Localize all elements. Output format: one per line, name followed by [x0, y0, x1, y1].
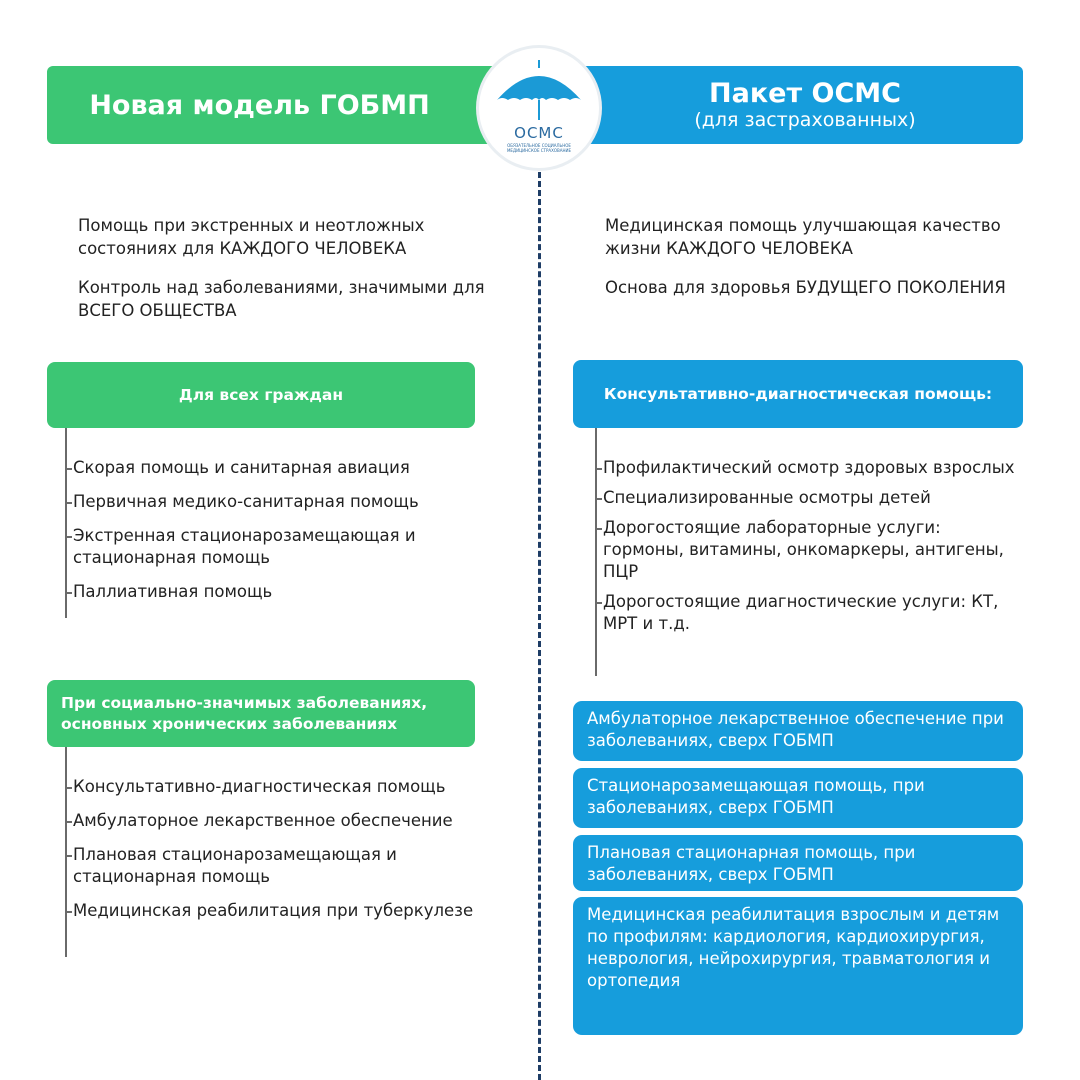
- right-section-title: Консультативно-диагностическая помощь:: [603, 385, 993, 403]
- list-item: Скорая помощь и санитарная авиация: [67, 457, 515, 479]
- header-left-title: Новая модель ГОБМП: [89, 89, 430, 121]
- header-right-subtitle: (для застрахованных): [694, 109, 916, 131]
- left-section-1-title: Для всех граждан: [178, 386, 344, 404]
- list-item: Дорогостоящие диагностические услуги: КТ, МРТ и т.д.: [597, 591, 1025, 635]
- list-item: Консультативно-диагностическая помощь: [67, 776, 515, 798]
- right-box-1: Амбулаторное лекарственное обеспечение при заболеваниях, сверх ГОБМП: [573, 701, 1023, 761]
- osms-logo: [479, 48, 599, 168]
- list-item: Медицинская реабилитация при туберкулезе: [67, 900, 515, 922]
- header-right-title: Пакет ОСМС: [709, 78, 901, 109]
- header-left-banner: [47, 66, 512, 144]
- right-intro-1: Медицинская помощь улучшающая качество жизни КАЖДОГО ЧЕЛОВЕКА: [605, 216, 1001, 258]
- left-intro-1: Помощь при экстренных и неотложных состояниях для КАЖДОГО ЧЕЛОВЕКА: [78, 216, 425, 258]
- right-box-3: Плановая стационарная помощь, при заболеваниях, сверх ГОБМП: [573, 835, 1023, 891]
- list-item: Первичная медико-санитарная помощь: [67, 491, 515, 513]
- left-section-1-list: [65, 428, 515, 618]
- right-box-4: Медицинская реабилитация взрослым и детям по профилям: кардиология, кардиохирургия, неврология, нейрохирургия, травматология и ортопедия: [573, 897, 1023, 1035]
- list-item: Амбулаторное лекарственное обеспечение: [67, 810, 515, 832]
- left-section-2-pill: [47, 680, 475, 747]
- header-right-banner: [565, 66, 1023, 144]
- center-divider: [538, 172, 541, 1080]
- list-item: Экстренная стационарозамещающая и стационарная помощь: [67, 525, 515, 569]
- list-item: Дорогостоящие лабораторные услуги: гормоны, витамины, онкомаркеры, антигены, ПЦР: [597, 517, 1025, 583]
- list-item: Профилактический осмотр здоровых взрослых: [597, 457, 1025, 479]
- right-intro-2: Основа для здоровья БУДУЩЕГО ПОКОЛЕНИЯ: [605, 278, 1006, 297]
- right-section-list: [595, 428, 1025, 676]
- list-item: Специализированные осмотры детей: [597, 487, 1025, 509]
- left-section-2-title: При социально-значимых заболеваниях, основных хронических заболеваниях: [61, 693, 428, 733]
- logo-text: ОСМС: [514, 124, 564, 142]
- right-box-2: Стационарозамещающая помощь, при заболеваниях, сверх ГОБМП: [573, 768, 1023, 828]
- list-item: Паллиативная помощь: [67, 581, 515, 603]
- list-item: Плановая стационарозамещающая и стационарная помощь: [67, 844, 515, 888]
- left-intro-2: Контроль над заболеваниями, значимыми для ВСЕГО ОБЩЕСТВА: [78, 278, 485, 320]
- logo-small-text: ОБЯЗАТЕЛЬНОЕ СОЦИАЛЬНОЕ МЕДИЦИНСКОЕ СТРАХОВАНИЕ: [506, 143, 572, 153]
- right-section-pill: [573, 360, 1023, 428]
- left-section-1-pill: [47, 362, 475, 428]
- left-section-2-list: [65, 747, 515, 957]
